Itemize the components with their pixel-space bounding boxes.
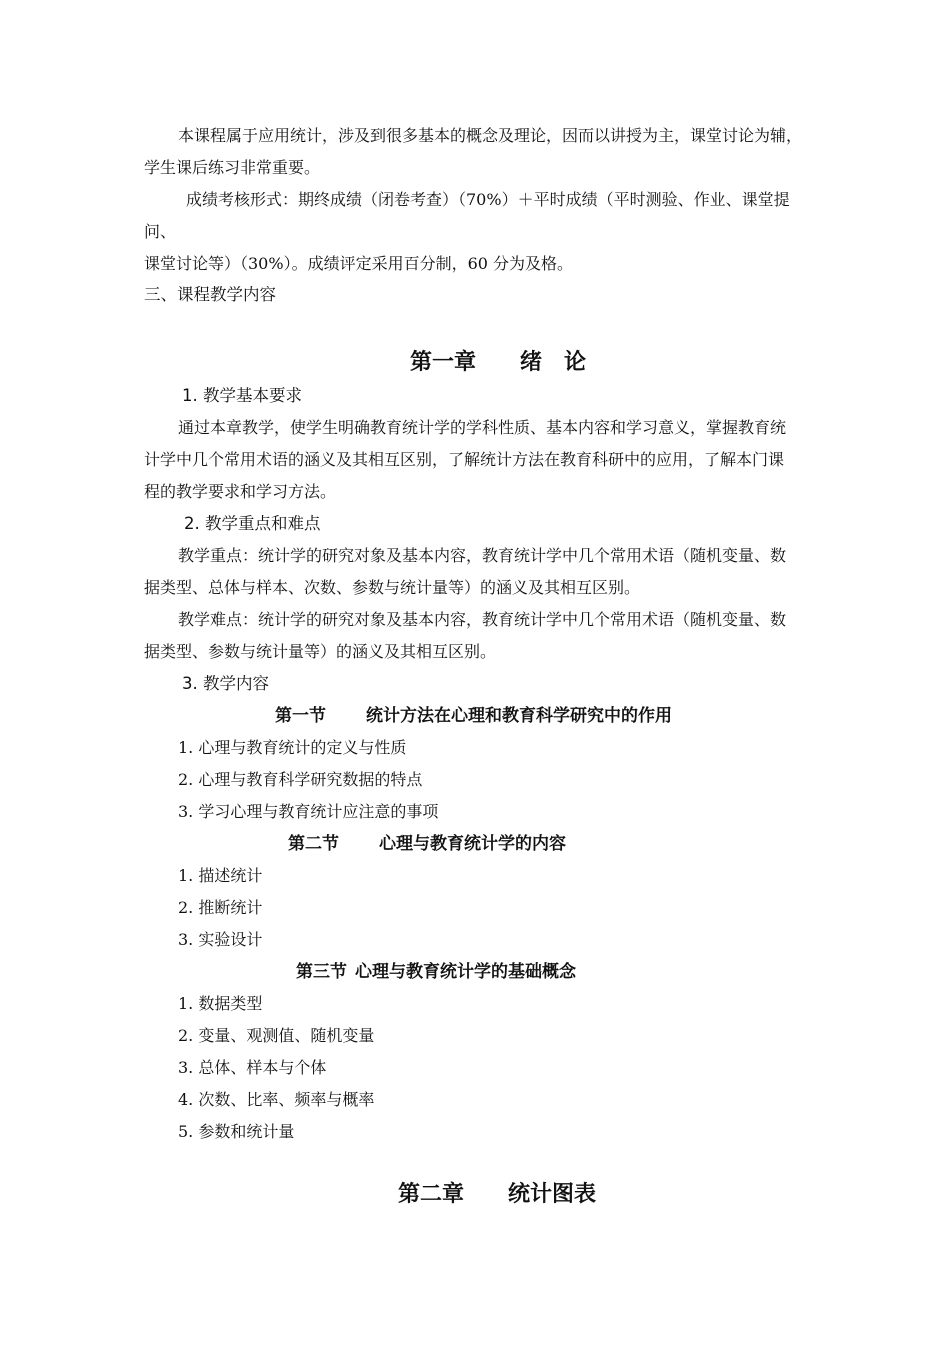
section-label: 第二节 [288, 834, 339, 854]
paragraph-line: 教学难点：统计学的研究对象及基本内容，教育统计学中几个常用术语（随机变量、数 [178, 610, 787, 629]
list-item: 3. 总体、样本与个体 [178, 1058, 327, 1077]
list-item: 2. 推断统计 [178, 898, 263, 917]
paragraph-line: 教学重点：统计学的研究对象及基本内容，教育统计学中几个常用术语（随机变量、数 [178, 546, 787, 565]
list-item: 1. 心理与教育统计的定义与性质 [178, 738, 407, 757]
assessment-paragraph-line: 成绩考核形式：期终成绩（闭卷考查）（70%）＋平时成绩（平时测验、作业、课堂提 [186, 190, 790, 209]
paragraph-line: 程的教学要求和学习方法。 [144, 482, 337, 501]
list-item: 1. 数据类型 [178, 994, 263, 1013]
assessment-paragraph-line: 问、 [144, 222, 177, 241]
chapter-title [410, 349, 586, 377]
section-label: 第一节 [275, 706, 326, 726]
assessment-paragraph-line: 课堂讨论等）（30%）。成绩评定采用百分制，60 分为及格。 [144, 254, 574, 273]
paragraph-line: 据类型、参数与统计量等）的涵义及其相互区别。 [144, 642, 497, 661]
subheading: 1. 教学基本要求 [182, 386, 302, 405]
section-title [288, 833, 566, 855]
paragraph-line: 计学中几个常用术语的涵义及其相互区别，了解统计方法在教育科研中的应用，了解本门课 [144, 450, 785, 469]
list-item: 3. 学习心理与教育统计应注意的事项 [178, 802, 439, 821]
section-name: 统计方法在心理和教育科学研究中的作用 [366, 706, 672, 726]
chapter-name: 绪 论 [520, 350, 587, 375]
intro-paragraph-line: 本课程属于应用统计，涉及到很多基本的概念及理论，因而以讲授为主，课堂讨论为辅， [178, 126, 803, 145]
list-item: 1. 描述统计 [178, 866, 263, 885]
section-title [275, 705, 672, 727]
chapter-label: 第一章 [410, 350, 477, 375]
subheading: 2. 教学重点和难点 [184, 514, 321, 533]
chapter-name: 统计图表 [508, 1182, 597, 1207]
chapter-label: 第二章 [398, 1182, 465, 1207]
intro-paragraph-line: 学生课后练习非常重要。 [144, 158, 321, 177]
list-item: 2. 心理与教育科学研究数据的特点 [178, 770, 423, 789]
paragraph-line: 通过本章教学，使学生明确教育统计学的学科性质、基本内容和学习意义，掌握教育统 [178, 418, 787, 437]
section-label: 第三节 [296, 962, 347, 982]
section-heading: 三、课程教学内容 [144, 285, 276, 304]
chapter-title [398, 1181, 596, 1209]
section-name: 心理与教育统计学的内容 [379, 834, 566, 854]
section-name: 心理与教育统计学的基础概念 [355, 962, 576, 982]
list-item: 3. 实验设计 [178, 930, 263, 949]
list-item: 4. 次数、比率、频率与概率 [178, 1090, 375, 1109]
subheading: 3. 教学内容 [182, 674, 269, 693]
list-item: 2. 变量、观测值、随机变量 [178, 1026, 375, 1045]
list-item: 5. 参数和统计量 [178, 1122, 295, 1141]
paragraph-line: 据类型、总体与样本、次数、参数与统计量等）的涵义及其相互区别。 [144, 578, 641, 597]
section-title [296, 961, 576, 983]
